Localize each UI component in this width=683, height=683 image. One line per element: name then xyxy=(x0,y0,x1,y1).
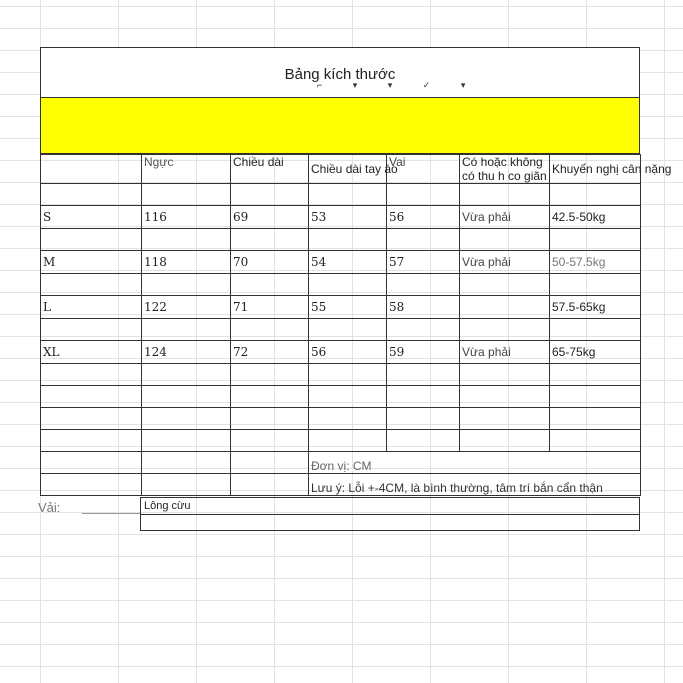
length-value: 69 xyxy=(231,206,309,229)
weight-value: 57.5-65kg xyxy=(550,296,641,319)
header-sleeve-length: Chiều dài tay áo xyxy=(309,155,387,184)
header-shoulder: Vai xyxy=(387,155,460,184)
table-row xyxy=(41,296,641,319)
fabric-box xyxy=(140,497,640,531)
spacer-row xyxy=(41,408,641,430)
fit-value: Vừa phải xyxy=(460,206,550,229)
title-scribble-decoration: ⌐ ▾ ▾ ✓ ▾ xyxy=(317,80,480,90)
table-row xyxy=(41,251,641,274)
spacer-row xyxy=(41,386,641,408)
shoulder-value: 56 xyxy=(387,206,460,229)
sleeve-value: 56 xyxy=(309,341,387,364)
tolerance-note: Lưu ý: Lỗi +-4CM, là bình thường, tâm trí bắn cẩn thận xyxy=(309,474,641,496)
size-label: XL xyxy=(41,341,142,364)
spacer-row xyxy=(41,184,641,206)
weight-value: 50-57.5kg xyxy=(550,251,641,274)
fabric-underline xyxy=(82,513,140,514)
chest-value: 122 xyxy=(142,296,231,319)
spacer-row xyxy=(41,274,641,296)
size-label: M xyxy=(41,251,142,274)
header-size-cell xyxy=(41,155,142,184)
fit-value xyxy=(460,296,550,319)
chest-value: 118 xyxy=(142,251,231,274)
weight-value: 65-75kg xyxy=(550,341,641,364)
size-label: S xyxy=(41,206,142,229)
length-value: 71 xyxy=(231,296,309,319)
note-row xyxy=(41,474,641,496)
table-row xyxy=(41,341,641,364)
spacer-row xyxy=(41,430,641,452)
fit-value: Vừa phải xyxy=(460,341,550,364)
fabric-label: Vải: xyxy=(38,500,61,515)
sleeve-value: 55 xyxy=(309,296,387,319)
fabric-box-divider xyxy=(141,514,639,515)
spacer-row xyxy=(41,364,641,386)
unit-note: Đơn vị: CM xyxy=(309,452,641,474)
sleeve-value: 54 xyxy=(309,251,387,274)
header-stretch: Có hoặc không có thu h co giãn xyxy=(460,155,550,184)
header-recommended-weight: Khuyến nghị cân nặng xyxy=(550,155,641,184)
header-row xyxy=(41,155,641,184)
shoulder-value: 59 xyxy=(387,341,460,364)
sleeve-value: 53 xyxy=(309,206,387,229)
unit-row xyxy=(41,452,641,474)
weight-value: 42.5-50kg xyxy=(550,206,641,229)
header-chest: Ngực xyxy=(142,155,231,184)
length-value: 70 xyxy=(231,251,309,274)
size-chart-table xyxy=(40,154,672,496)
size-label: L xyxy=(41,296,142,319)
spacer-row xyxy=(41,229,641,251)
chest-value: 124 xyxy=(142,341,231,364)
shoulder-value: 57 xyxy=(387,251,460,274)
spacer-row xyxy=(41,319,641,341)
sheet-title: Bảng kích thước xyxy=(284,66,396,83)
table-row xyxy=(41,206,641,229)
length-value: 72 xyxy=(231,341,309,364)
fit-value: Vừa phải xyxy=(460,251,550,274)
yellow-highlight-band xyxy=(40,98,640,154)
shoulder-value: 58 xyxy=(387,296,460,319)
title-area xyxy=(40,47,640,98)
header-length: Chiều dài xyxy=(231,155,309,184)
fabric-value: Lông cừu xyxy=(144,500,191,512)
chest-value: 116 xyxy=(142,206,231,229)
